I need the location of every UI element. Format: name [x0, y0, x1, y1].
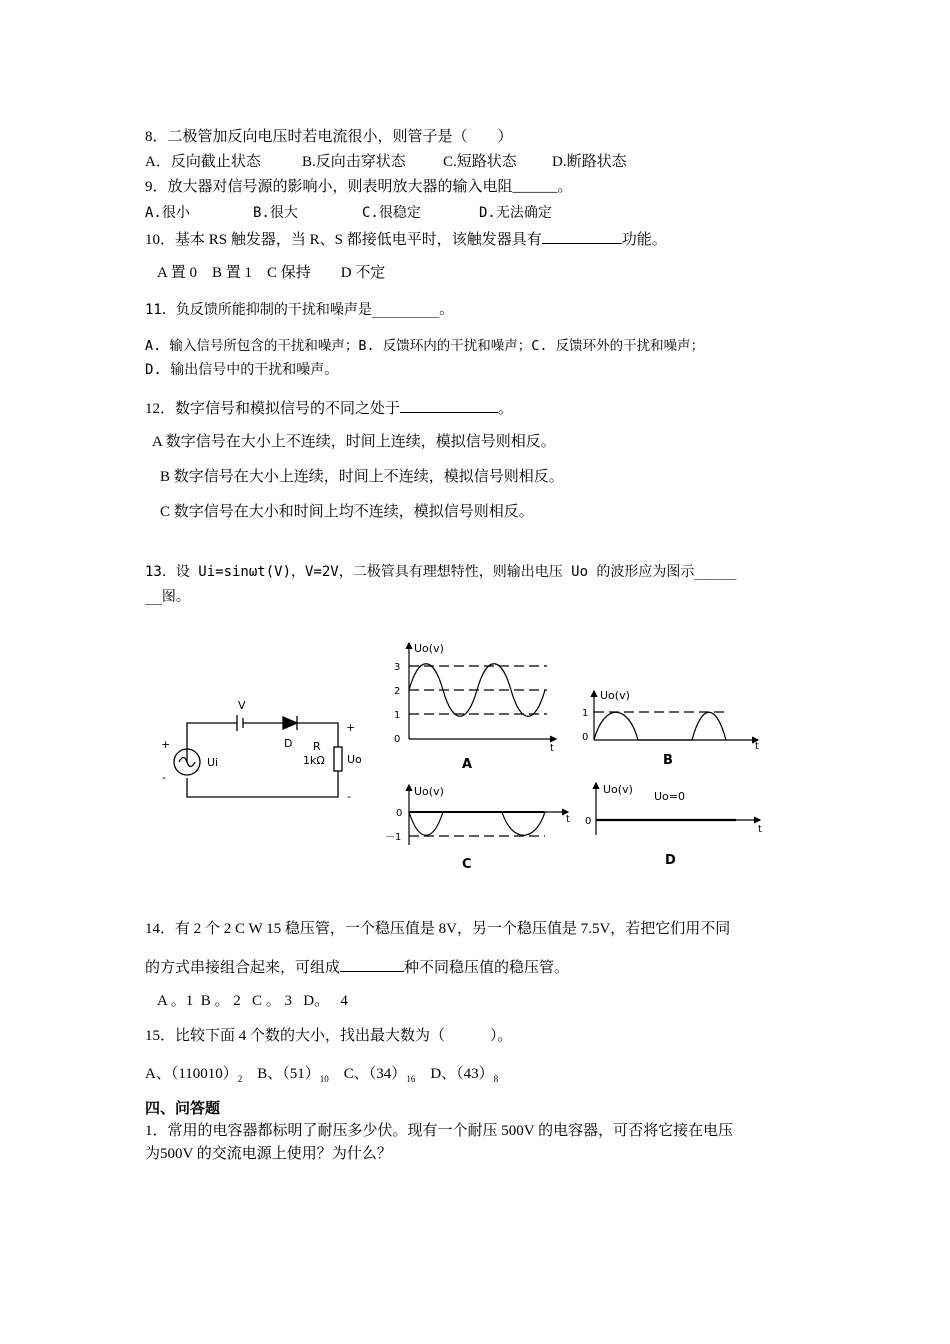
section4-q1-line2: 为500V 的交流电源上使用？为什么？: [145, 1146, 392, 1162]
q11-stem: 11．负反馈所能抑制的干扰和噪声是________。: [145, 302, 454, 318]
circuit-plus-left: +: [161, 738, 171, 751]
q12-option-c: C 数字信号在大小和时间上均不连续，模拟信号则相反。: [160, 504, 534, 520]
q14-stem-line1: 14．有 2 个 2 C W 15 稳压管，一个稳压值是 8V，另一个稳压值是 7.5V，若把它们用不同: [145, 921, 731, 937]
graph-b-xlabel: t: [755, 741, 759, 752]
q12-stem: [145, 397, 513, 419]
q14-stem-end: 种不同稳压值的稳压管。: [404, 960, 570, 976]
q10-stem-text: 10．基本 RS 触发器，当 R、S 都接低电平时，该触发器具有: [145, 232, 542, 248]
graph-a-xlabel: t: [550, 743, 554, 754]
section-title: [145, 1099, 220, 1119]
q12-option-a: A 数字信号在大小上不连续，时间上连续，模拟信号则相反。: [152, 434, 556, 450]
graph-c: [385, 785, 570, 872]
graph-d: [585, 783, 762, 868]
circuit-r-value: 1kΩ: [303, 754, 325, 767]
q12-option-b: B 数字信号在大小上连续，时间上不连续，模拟信号则相反。: [160, 469, 564, 485]
q8-stem: 8．二极管加反向电压时若电流很小，则管子是（ ）: [145, 129, 513, 145]
q10-blank: [542, 228, 622, 244]
graph-d-xlabel: t: [758, 824, 762, 835]
q8-options: [145, 152, 627, 172]
graph-c-tick-neg1: －1: [385, 832, 402, 843]
graph-b-tick-1: 1: [582, 708, 589, 719]
graph-d-caption: D: [665, 853, 676, 868]
q15-option-b: [257, 1066, 329, 1082]
graph-a-caption: A: [462, 757, 473, 772]
q14-blank: [340, 956, 404, 972]
q10-stem-end: 功能。: [621, 232, 667, 248]
q15-options: [145, 1064, 498, 1089]
graph-a-tick-2: 2: [394, 686, 401, 697]
q8-option-c: C.短路状态: [443, 154, 517, 170]
circuit-plus-right: +: [346, 721, 356, 734]
graph-b-wave: [594, 712, 726, 740]
circuit-minus-right: -: [347, 790, 351, 803]
q13-figure: [150, 635, 780, 880]
q15-option-c-base: 16: [406, 1074, 416, 1084]
q8-option-a: A．反向截止状态: [145, 154, 261, 170]
graph-b-tick-0: 0: [582, 732, 589, 743]
q15-option-c-value: C、（34）: [343, 1066, 407, 1082]
graph-a-tick-3: 3: [394, 662, 401, 673]
graph-c-wave: [409, 812, 545, 835]
q15-option-d-base: 8: [493, 1074, 499, 1084]
graph-b-ylabel: Uo(v): [600, 689, 630, 702]
graph-b: [582, 689, 759, 768]
graph-c-tick-0: 0: [396, 808, 403, 819]
graph-c-caption: C: [462, 857, 472, 872]
q9-option-c: C.很稳定: [362, 205, 421, 221]
q12-stem-end: 。: [498, 401, 514, 417]
q11-options-line2: D. 输出信号中的干扰和噪声。: [145, 362, 339, 378]
circuit-v-label: V: [238, 699, 246, 712]
graph-b-caption: B: [663, 753, 673, 768]
q15-option-d-value: D、（43）: [430, 1066, 494, 1082]
graph-c-ylabel: Uo(v): [414, 785, 444, 798]
graph-c-xlabel: t: [566, 814, 570, 825]
q14-stem-line2: [145, 956, 569, 978]
q13-stem-line2: __图。: [145, 589, 190, 605]
graph-d-note: Uo=0: [654, 790, 685, 803]
section-title-text: 四、问答题: [145, 1101, 221, 1117]
q9-options: [145, 203, 552, 223]
graph-a-tick-1: 1: [394, 710, 401, 721]
q15-stem: 15．比较下面 4 个数的大小，找出最大数为（ ）。: [145, 1028, 513, 1044]
graph-d-ylabel: Uo(v): [603, 783, 633, 796]
section4-q1-line1: 1．常用的电容器都标明了耐压多少伏。现有一个耐压 500V 的电容器，可否将它接在电压: [145, 1123, 734, 1139]
q14-options: A 。1 B 。 2 C 。 3 D。 4: [157, 993, 348, 1009]
q15-option-b-value: B、（51）: [257, 1066, 320, 1082]
graph-a-ylabel: Uo(v): [414, 642, 444, 655]
circuit-minus-left: -: [162, 771, 166, 784]
q9-option-d: D.无法确定: [479, 205, 552, 221]
q15-option-d: [430, 1066, 498, 1082]
q12-blank: [400, 397, 498, 413]
q15-option-a: [145, 1066, 242, 1082]
q8-option-b: B.反向击穿状态: [302, 154, 406, 170]
q12-stem-text: 12．数字信号和模拟信号的不同之处于: [145, 401, 401, 417]
q14-stem-text: 的方式串接组合起来，可组成: [145, 960, 341, 976]
q15-option-b-base: 10: [319, 1074, 329, 1084]
q13-stem-line1: 13．设 Ui=sinωt(V)，V=2V，二极管具有理想特性，则输出电压 Uo 的波形应为图示_____: [145, 564, 737, 580]
q15-option-a-base: 2: [237, 1074, 243, 1084]
circuit-r-label: R: [313, 740, 321, 753]
q9-stem: 9．放大器对信号源的影响小，则表明放大器的输入电阻______。: [145, 179, 573, 195]
circuit-uo-label: Uo: [347, 753, 362, 766]
circuit-d-label: D: [284, 737, 293, 750]
q9-option-a: A.很小: [145, 205, 190, 221]
circuit-ui-label: Ui: [207, 756, 219, 769]
q10-options: A 置 0 B 置 1 C 保持 D 不定: [157, 265, 386, 281]
graph-a: [394, 642, 556, 772]
q10-stem: [145, 228, 667, 250]
q9-option-b: B.很大: [253, 205, 298, 221]
q15-option-a-value: A、（110010）: [145, 1066, 238, 1082]
q11-options-line1: A. 输入信号所包含的干扰和噪声；B. 反馈环内的干扰和噪声；C. 反馈环外的干扰和噪声；: [145, 338, 705, 354]
graph-a-tick-0: 0: [394, 734, 401, 745]
q15-option-c: [344, 1066, 416, 1082]
q8-option-d: D.断路状态: [552, 154, 627, 170]
graph-d-tick-0: 0: [585, 816, 592, 827]
